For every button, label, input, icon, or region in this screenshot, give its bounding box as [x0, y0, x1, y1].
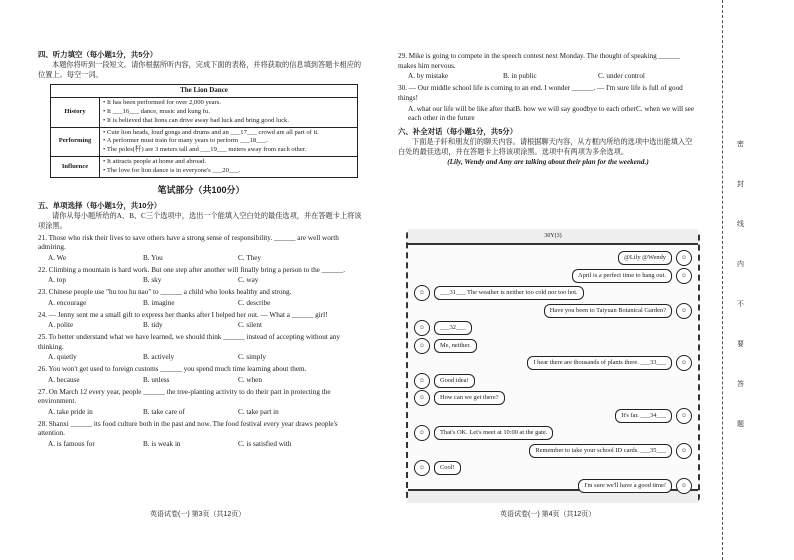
row-item: • It is believed that lions can drive away bad luck and bring good luck. — [103, 116, 289, 124]
option: B. sky — [143, 276, 162, 285]
binding-char: 不 — [736, 300, 745, 307]
chat-message: @Lily @Wendy — [618, 251, 672, 265]
avatar-right: ☺ — [676, 443, 692, 459]
binding-line — [722, 0, 724, 560]
option: B. how we will say goodbye to each other — [515, 104, 636, 113]
chat-window — [406, 229, 700, 503]
chat-message: That's OK. Let's meet at 10:00 at the gate. — [434, 426, 553, 440]
row-item: • The poles(杆) are 3 meters tall and ___19___ meters away from each other. — [103, 146, 307, 154]
question-item — [38, 266, 364, 286]
question-stem: 27. On March 12 every year, people ______ the tree-planting activity to do their part in protecting the environment. — [38, 387, 331, 406]
option: B. actively — [143, 353, 175, 362]
row-item: • The love for lion dance is in everyone's ___20___. — [103, 167, 241, 175]
chat-message: Have you been to Taiyuan Botanical Garden? — [544, 304, 672, 318]
option: C. way — [238, 276, 259, 285]
option: B. is weak in — [143, 440, 181, 449]
chat-title-bar: 30Y(3) — [408, 229, 698, 245]
option: A. by mistake — [408, 72, 449, 81]
question-stem: 28. Shanxi ______ its food culture both in the past and now. The food festival every year draws people's attention. — [38, 419, 338, 438]
option: B. You — [143, 253, 163, 262]
avatar-left: ☺ — [414, 338, 430, 354]
question-options — [408, 72, 698, 82]
question-list — [38, 234, 364, 450]
question-options — [48, 254, 364, 264]
question-item — [38, 420, 364, 450]
avatar-left: ☺ — [414, 460, 430, 476]
binding-char: 答 — [736, 380, 745, 387]
avatar-right: ☺ — [676, 355, 692, 371]
row-head: Influence — [51, 157, 100, 178]
avatar-left: ☺ — [414, 390, 430, 406]
row-item: • A performer must train for many years to perform ___18___. — [103, 137, 268, 145]
question-item — [38, 365, 364, 385]
question-stem: 26. You won't get used to foreign customs ______ you spend much time learning about them. — [38, 365, 307, 374]
chat-message: ___32___ — [434, 321, 472, 335]
question-options — [408, 105, 698, 124]
listening-instructions: 本题你将听到一段短文。请你根据所听内容，完成下面的表格，并将获取的信息填到答题卡相应的位置上。每空一词。 — [38, 60, 362, 79]
question-stem: 30. — Our middle school life is coming to an end. I wonder ______. — I'm sure life is full of good things! — [398, 84, 683, 102]
binding-char: 封 — [736, 180, 745, 187]
question-item — [38, 333, 364, 363]
binding-char: 题 — [736, 420, 745, 427]
option: A. quietly — [48, 353, 77, 362]
question-stem: 24. — Jenny sent me a small gift to express her thanks after I helped her out. — What a ______ girl! — [38, 310, 328, 319]
chat-message: Cool! — [434, 461, 461, 475]
question-item — [398, 52, 698, 82]
option: C. describe — [238, 298, 271, 307]
chat-message: Good idea! — [434, 374, 475, 388]
option: B. tidy — [143, 321, 163, 330]
option: C. take part in — [238, 408, 279, 417]
left-page — [38, 50, 364, 450]
option: A. because — [48, 375, 80, 384]
question-options — [48, 353, 364, 363]
option: A. top — [48, 276, 66, 285]
table-row — [51, 157, 358, 178]
question-options — [48, 376, 364, 386]
option: B. unless — [143, 375, 170, 384]
chat-message: I hear there are thousands of plants there. ___33___ — [527, 356, 672, 370]
binding-char: 密 — [736, 140, 745, 147]
chat-message: How can we get there? — [434, 391, 505, 405]
page-footer: 英语试卷(一) 第4页（共12页） — [500, 511, 596, 518]
question-item — [38, 388, 364, 418]
avatar-left: ☺ — [414, 425, 430, 441]
avatar-right: ☺ — [676, 408, 692, 424]
option: C. when — [238, 375, 262, 384]
avatar-right: ☺ — [676, 268, 692, 284]
dialog-header: 六、补全对话（每小题1分，共5分） — [398, 127, 518, 137]
row-item: • It ___16___ dance, music and kung fu. — [103, 107, 210, 115]
option: B. take care of — [143, 408, 185, 417]
chat-message: ___31___ The weather is neither too cold nor too hot. — [434, 286, 584, 300]
option: C. silent — [238, 321, 262, 330]
row-item: • It has been performed for over 2,000 years. — [103, 98, 222, 106]
option: C. when we will see each other in the future — [408, 104, 695, 123]
question-list — [398, 52, 698, 124]
question-item — [38, 288, 364, 308]
option: A. is famous for — [48, 440, 95, 449]
chat-message: Me, neither. — [434, 339, 477, 353]
option: A. take pride in — [48, 408, 93, 417]
mc-instructions: 请你从每小题所给的A、B、C三个选项中，选出一个能填入空白处的最佳选项，并在答题卡上将该项涂黑。 — [38, 212, 362, 230]
question-stem: 22. Climbing a mountain is hard work. But one step after another will finally bring a person to the ______. — [38, 265, 346, 274]
dialog-context: (Lily, Wendy and Amy are talking about their plan for the weekend.) — [447, 158, 649, 167]
lion-dance-table — [50, 84, 358, 178]
avatar-left: ☺ — [414, 320, 430, 336]
option: B. in public — [503, 72, 537, 81]
chat-message: It's far. ___34___ — [615, 409, 672, 423]
right-page — [398, 50, 698, 169]
option: B. imagine — [143, 298, 175, 307]
option: A. encourage — [48, 298, 87, 307]
question-options — [48, 299, 364, 309]
table-row — [51, 127, 358, 157]
chat-message: I'm sure we'll have a good time! — [578, 479, 672, 493]
binding-char: 要 — [736, 340, 745, 347]
option: C. under control — [598, 72, 645, 81]
chat-message: April is a perfect time to hang out. — [572, 269, 672, 283]
page-footer: 英语试卷(一) 第3页（共12页） — [150, 511, 246, 518]
question-options — [48, 440, 364, 450]
row-item: • It attracts people at home and abroad. — [103, 158, 207, 166]
table-row — [51, 97, 358, 127]
question-stem: 21. Those who risk their lives to save others have a strong sense of responsibility. ______ are well worth admiring. — [38, 233, 339, 252]
question-item — [38, 234, 364, 264]
avatar-right: ☺ — [676, 250, 692, 266]
dialog-instructions: 下面是子轩和朋友们的聊天内容。请根据聊天内容，从方框内所给的选项中选出能填入空白处的最佳选项，并在答题卡上将该项涂黑。选项中有两项为多余选项。 — [398, 138, 693, 156]
option: C. is satisfied with — [238, 440, 292, 449]
mc-header: 五、单项选择（每小题1分，共10分） — [38, 201, 162, 211]
question-stem: 23. Chinese people use "hu tou hu nao" to ______ a child who looks healthy and strong. — [38, 288, 292, 297]
question-stem: 29. Mike is going to compete in the speech contest next Monday. The thought of speaking ______ makes him nervous. — [398, 52, 681, 70]
chat-message: Remember to take your school ID cards. ___35___ — [529, 444, 672, 458]
question-item — [38, 311, 364, 331]
question-options — [48, 321, 364, 331]
written-section-title: 笔试部分（共100分） — [157, 184, 245, 195]
binding-char: 线 — [736, 220, 745, 227]
option: A. what our life will be like after that — [408, 104, 516, 113]
avatar-right: ☺ — [676, 478, 692, 494]
option: A. polite — [48, 321, 74, 330]
table-title: The Lion Dance — [51, 85, 358, 97]
question-item — [398, 84, 698, 124]
row-item: • Cute lion heads, loud gongs and drums and an ___17___ crowd are all part of it. — [103, 128, 319, 136]
question-stem: 25. To better understand what we have learned, we should think ______ instead of accepting without any thinking. — [38, 333, 340, 351]
option: C. simply — [238, 353, 266, 362]
option: C. They — [238, 253, 262, 262]
avatar-left: ☺ — [414, 285, 430, 301]
avatar-left: ☺ — [414, 373, 430, 389]
listening-header: 四、听力填空（每小题1分，共5分） — [38, 50, 158, 59]
option: A. We — [48, 253, 67, 262]
question-options — [48, 408, 364, 418]
row-head: Performing — [51, 127, 100, 157]
row-head: History — [51, 97, 100, 127]
binding-char: 内 — [736, 260, 745, 267]
avatar-right: ☺ — [676, 303, 692, 319]
question-options — [48, 276, 364, 286]
